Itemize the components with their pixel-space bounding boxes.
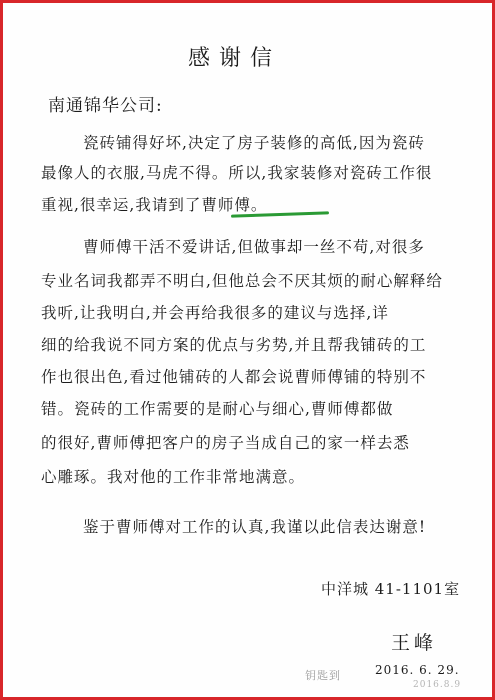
body-line-8: 作也很出色,看过他铺砖的人都会说曹师傅铺的特别不	[41, 368, 427, 386]
stamp-note: 钥匙到	[305, 669, 341, 682]
body-line-12: 鉴于曹师傅对工作的认真,我谨以此信表达谢意!	[83, 518, 427, 536]
body-line-2: 最像人的衣服,马虎不得。所以,我家装修对瓷砖工作很	[41, 164, 433, 182]
body-line-1: 瓷砖铺得好坏,决定了房子装修的高低,因为瓷砖	[83, 134, 425, 152]
body-line-11: 心雕琢。我对他的工作非常地满意。	[41, 468, 306, 486]
body-line-9: 错。瓷砖的工作需要的是耐心与细心,曹师傅都做	[41, 400, 394, 418]
signature: 王峰	[391, 632, 438, 654]
body-line-10: 的很好,曹师傅把客户的房子当成自己的家一样去悉	[41, 434, 410, 452]
letter-title: 感谢信	[188, 46, 282, 71]
stamp-date: 2016.8.9	[413, 680, 462, 690]
body-line-4: 曹师傅干活不爱讲话,但做事却一丝不苟,对很多	[83, 238, 425, 256]
body-line-5: 专业名词我都弄不明白,但他总会不厌其烦的耐心解释给	[41, 272, 443, 290]
body-line-3	[41, 193, 267, 215]
address: 中洋城 41-1101室	[321, 580, 461, 598]
salutation: 南通锦华公司:	[48, 96, 163, 116]
date: 2016. 6. 29.	[375, 663, 460, 677]
body-line-7: 细的给我说不同方案的优点与劣势,并且帮我铺砖的工	[41, 336, 427, 354]
highlighted-name: 曹师傅。	[201, 196, 268, 214]
body-line-6: 我听,让我明白,并会再给我很多的建议与选择,详	[41, 304, 389, 322]
body-line-3-text: 重视,很幸运,我请到了	[41, 196, 202, 214]
